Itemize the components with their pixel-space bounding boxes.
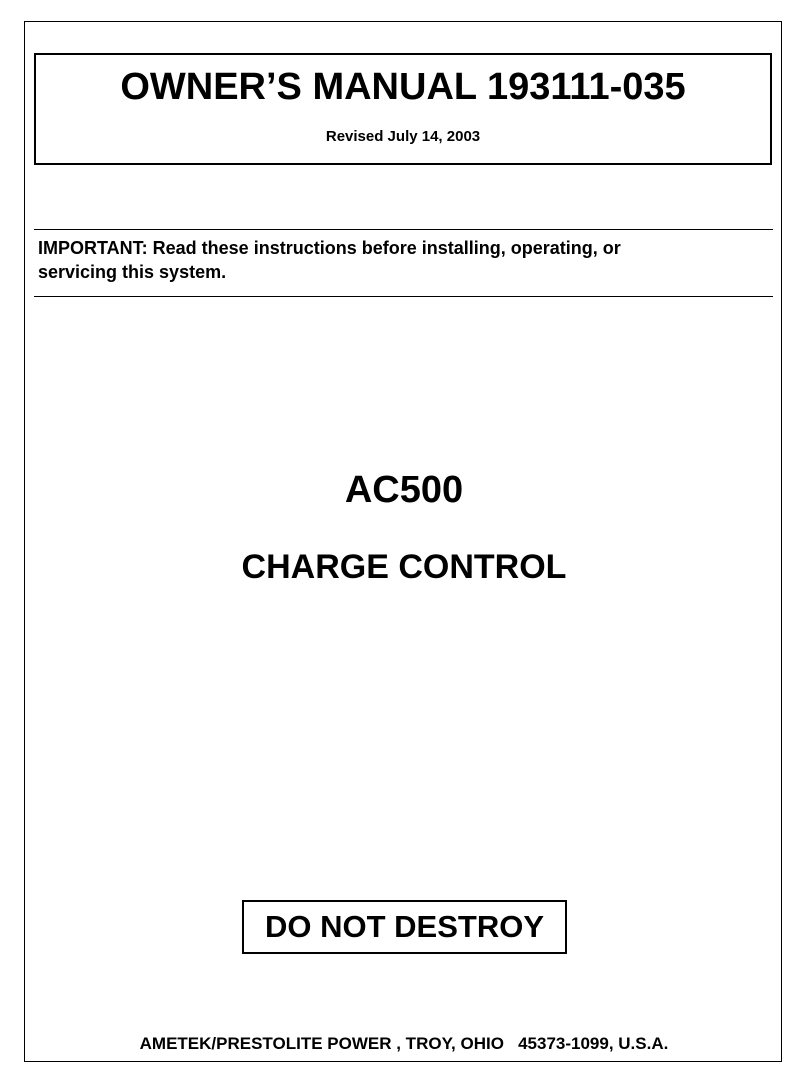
important-notice-line1: IMPORTANT: Read these instructions before installing, operating, or (38, 238, 621, 258)
product-model: AC500 (344, 469, 464, 511)
do-not-destroy-label: DO NOT DESTROY (242, 900, 567, 954)
title-box (34, 53, 772, 165)
divider-bottom (34, 296, 773, 297)
important-notice-line2: servicing this system. (38, 262, 227, 282)
company-address: AMETEK/PRESTOLITE POWER , TROY, OHIO 45373-1099, U.S.A. (139, 1034, 669, 1053)
divider-top (34, 229, 773, 230)
important-notice (38, 236, 768, 284)
product-name: CHARGE CONTROL (241, 548, 567, 586)
manual-title: OWNER’S MANUAL 193111-035 (120, 66, 686, 108)
revision-date: Revised July 14, 2003 (325, 128, 481, 145)
